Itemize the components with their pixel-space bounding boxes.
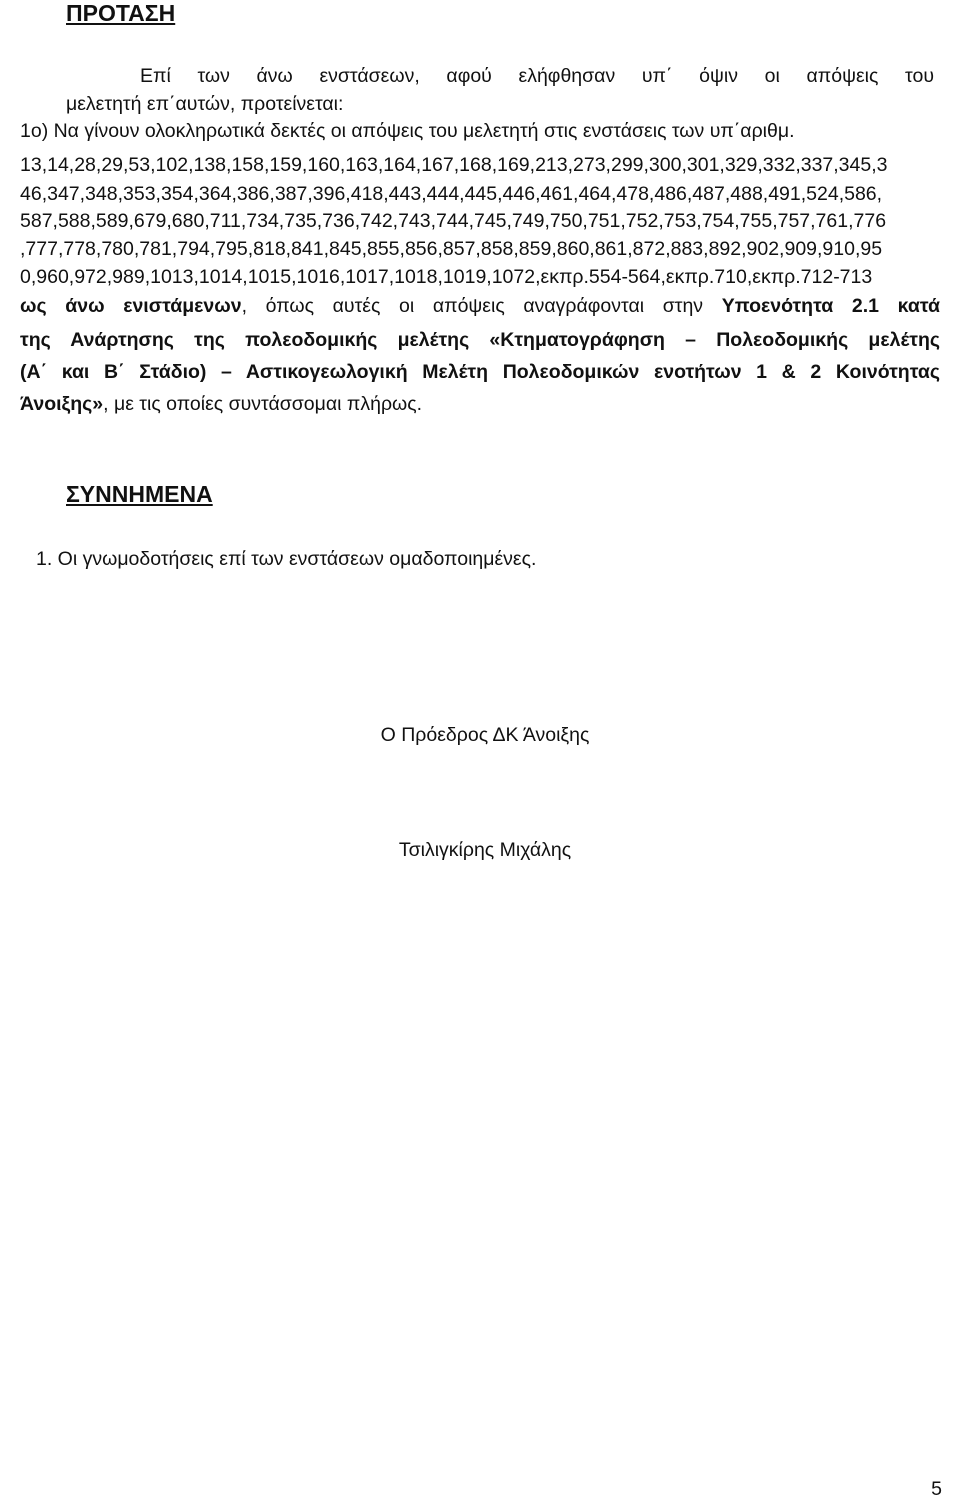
annex-item: 1. Οι γνωμοδοτήσεις επί των ενστάσεων ομαδοποιημένες. (36, 548, 537, 570)
objection-numbers-line-4: ,777,778,780,781,794,795,818,841,845,855,856,857,858,859,860,861,872,883,892,902,909,910,95 (20, 238, 883, 260)
conclusion-line-2 (20, 327, 940, 353)
page-number: 5 (931, 1478, 942, 1500)
conclusion-closing-text: , με τις οποίες συντάσσομαι πλήρως. (103, 393, 423, 415)
objection-numbers-line-2: 46,347,348,353,354,364,386,387,396,418,443,444,445,446,461,464,478,486,487,488,491,524,586, (20, 183, 883, 205)
objection-numbers-line-1: 13,14,28,29,53,102,138,158,159,160,163,164,167,168,169,213,273,299,300,301,329,332,337,345,3 (20, 154, 888, 176)
conclusion-bold-study-stage: (Α΄ και Β΄ Στάδιο) – Αστικογεωλογική Μελέτη Πολεοδομικών ενοτήτων 1 & 2 Κοινότητας (20, 361, 940, 383)
objection-numbers-line-5: 0,960,972,989,1013,1014,1015,1016,1017,1018,1019,1072,εκπρ.554-564,εκπρ.710,εκπρ.712-713 (20, 266, 873, 288)
proposal-intro-line-2: μελετητή επ΄αυτών, προτείνεται: (66, 93, 344, 115)
conclusion-bold-study-title: της Ανάρτησης της πολεοδομικής μελέτης «Κτηματογράφηση – Πολεοδομικής μελέτης (20, 329, 940, 351)
signature-name: Τσιλιγκίρης Μιχάλης (398, 839, 572, 861)
conclusion-bold-subject: ως άνω ενιστάμενων (20, 295, 242, 317)
conclusion-text: , όπως αυτές οι απόψεις αναγράφονται στην (241, 295, 722, 317)
conclusion-line-4 (20, 391, 940, 417)
proposal-intro-line-1: Επί των άνω ενστάσεων, αφού ελήφθησαν υπ΄ όψιν οι απόψεις του (140, 65, 934, 87)
conclusion-line-3 (20, 359, 940, 385)
signature-title: Ο Πρόεδρος ΔΚ Άνοιξης (380, 724, 590, 746)
conclusion-bold-reference: Υποενότητα 2.1 κατά (721, 295, 940, 317)
annexes-heading: ΣΥΝΝΗΜΕΝΑ (66, 481, 213, 507)
conclusion-line-1 (20, 293, 940, 319)
proposal-heading: ΠΡΟΤΑΣΗ (66, 0, 176, 26)
objection-numbers-line-3: 587,588,589,679,680,711,734,735,736,742,743,744,745,749,750,751,752,753,754,755,757,761,776 (20, 210, 887, 232)
conclusion-bold-community: Άνοιξης» (20, 393, 104, 415)
proposal-item-1: 1ο) Να γίνουν ολοκληρωτικά δεκτές οι απόψεις του μελετητή στις ενστάσεις των υπ΄αριθμ. (20, 120, 795, 142)
